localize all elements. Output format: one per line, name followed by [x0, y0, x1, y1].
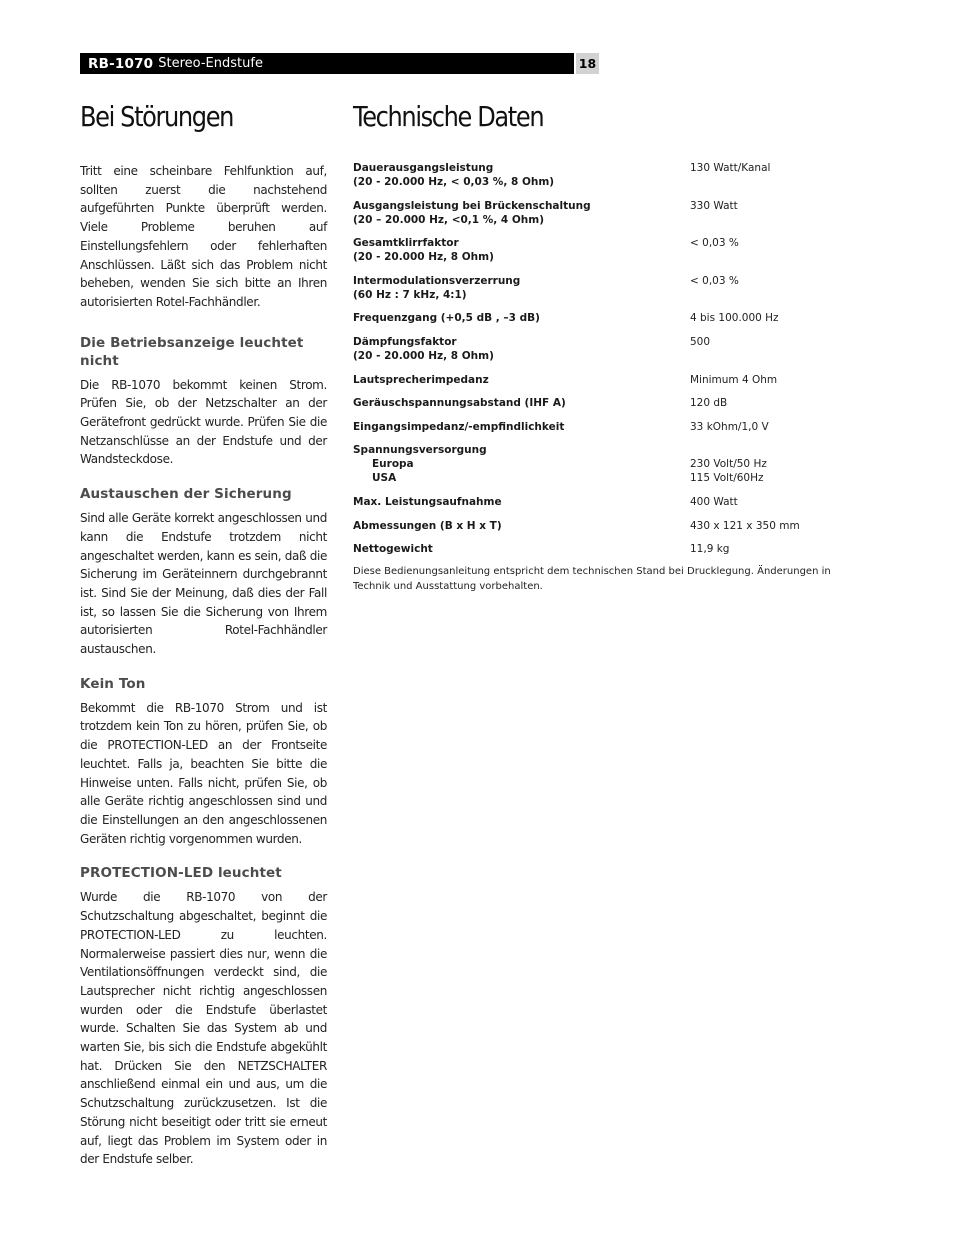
section-heading: Kein Ton: [80, 675, 146, 692]
spec-label: Lautsprecherimpedanz: [353, 373, 489, 386]
spec-label: Geräuschspannungsabstand (IHF A): [353, 397, 566, 410]
spec-row: [353, 335, 863, 363]
spec-label: Nettogewicht: [353, 543, 433, 556]
disclaimer-note: Diese Bedienungsanleitung entspricht dem technischen Stand bei Drucklegung. Änderungen in Technik und Ausstattung vorbehalten.: [353, 566, 831, 592]
specs-title: Technische Daten: [353, 100, 544, 133]
spec-label: Spannungsversorgung Europa USA: [353, 444, 487, 485]
section-power-indicator: [80, 334, 327, 470]
spec-value: 230 Volt/50 Hz 115 Volt/60Hz: [690, 458, 767, 485]
spec-value: Minimum 4 Ohm: [690, 373, 778, 386]
spec-row: [353, 495, 863, 509]
spec-row: [353, 161, 863, 189]
spec-value: < 0,03 %: [690, 237, 739, 250]
spec-value: 120 dB: [690, 397, 728, 410]
troubleshooting-column: [80, 162, 327, 1185]
section-heading: Austauschen der Sicherung: [80, 486, 292, 503]
spec-value: 130 Watt/Kanal: [690, 162, 771, 174]
spec-value: 11,9 kg: [690, 543, 730, 556]
spec-value: 400 Watt: [690, 495, 738, 508]
spec-row: [353, 519, 863, 533]
section-heading: PROTECTION-LED leuchtet: [80, 865, 282, 882]
section-text: Sind alle Geräte korrekt angeschlossen und kann die Endstufe trotzdem nicht angeschaltet werden, kann es sein, daß die Sicherung im Geräteinnern durchgebrannt ist. Sind Sie der Meinung, daß dies der Fall ist, so lassen Sie die Sicherung von Ihrem autorisierten Rotel-Fachhändler austauschen.: [80, 511, 327, 657]
spec-label: Dauerausgangsleistung (20 - 20.000 Hz, < 0,03 %, 8 Ohm): [353, 162, 555, 188]
section-protection-led: [80, 864, 327, 1169]
page-number: 18: [576, 53, 599, 74]
spec-label: Intermodulationsverzerrung (60 Hz : 7 kHz, 4:1): [353, 274, 521, 301]
section-text: Die RB-1070 bekommt keinen Strom. Prüfen Sie, ob der Netzschalter an der Gerätefront gedrückt wurde. Prüfen Sie die Netzanschlüsse an der Endstufe und der Wandsteckdose.: [80, 377, 327, 467]
spec-row: [353, 420, 863, 434]
spec-value: 500: [690, 335, 711, 348]
spec-label: Ausgangsleistung bei Brückenschaltung (20 – 20.000 Hz, <0,1 %, 4 Ohm): [353, 199, 591, 226]
spec-label: Max. Leistungsaufnahme: [353, 495, 502, 508]
spec-table: [353, 161, 863, 566]
product-name: Stereo-Endstufe: [158, 56, 263, 71]
spec-row: [353, 274, 863, 302]
spec-row: [353, 373, 863, 387]
spec-value: 4 bis 100.000 Hz: [690, 312, 779, 325]
section-no-sound: [80, 675, 327, 849]
spec-row: [353, 311, 863, 325]
spec-label: Frequenzgang (+0,5 dB , –3 dB): [353, 312, 540, 325]
spec-value: 330 Watt: [690, 199, 738, 212]
spec-value: 430 x 121 x 350 mm: [690, 519, 800, 532]
spec-label: Eingangsimpedanz/-empfindlichkeit: [353, 420, 565, 433]
intro-paragraph: Tritt eine scheinbare Fehlfunktion auf, sollten zuerst die nachstehend aufgeführten Punkte überprüft werden. Viele Probleme beruhen auf Einstellungsfehlern oder fehlerhaften Anschlüssen. Läßt sich das Problem nicht beheben, wenden Sie sich bitte an Ihren autorisierten Rotel-Fachhändler.: [80, 164, 327, 309]
section-text: Bekommt die RB-1070 Strom und ist trotzdem kein Ton zu hören, prüfen Sie, ob die PROTECTION-LED an der Frontseite leuchtet. Falls ja, beachten Sie bitte die Hinweise unten. Falls nicht, prüfen Sie, ob alle Geräte richtig angeschlossen sind und die Einstellungen an den angeschlossenen Geräten richtig vorgenommen wurden.: [80, 700, 327, 846]
troubleshooting-title: Bei Störungen: [80, 100, 234, 133]
header-bar: [80, 53, 574, 74]
spec-row: [353, 396, 863, 410]
section-heading: Die Betriebsanzeige leuchtet nicht: [80, 334, 304, 369]
spec-value: < 0,03 %: [690, 274, 739, 287]
section-text: Wurde die RB-1070 von der Schutzschaltung abgeschaltet, beginnt die PROTECTION-LED zu leuchten. Normalerweise passiert dies nur, wenn die Ventilationsöffnungen verdeckt sind, die Lautsprecher nicht richtig angeschlossen wurden oder die Endstufe überlastet wurde. Schalten Sie das System ab und warten Sie, bis sich die Endstufe abgekühlt hat. Drücken Sie den NETZSCHALTER anschließend einmal ein und aus, um die Schutzschaltung zurückzusetzen. Ist die Störung nicht beseitigt oder tritt sie erneut auf, liegt das Problem im System oder in der Endstufe selber.: [80, 890, 327, 1167]
spec-row-power-supply: [353, 443, 863, 485]
section-fuse: [80, 485, 327, 659]
spec-label: Abmessungen (B x H x T): [353, 519, 502, 532]
spec-row: [353, 236, 863, 264]
spec-label: Dämpfungsfaktor (20 - 20.000 Hz, 8 Ohm): [353, 335, 494, 362]
spec-label: Gesamtklirrfaktor (20 - 20.000 Hz, 8 Ohm): [353, 237, 494, 264]
spec-row: [353, 542, 863, 556]
spec-row: [353, 199, 863, 227]
spec-value: 33 kOhm/1,0 V: [690, 420, 769, 433]
model-name: RB-1070: [88, 55, 154, 72]
